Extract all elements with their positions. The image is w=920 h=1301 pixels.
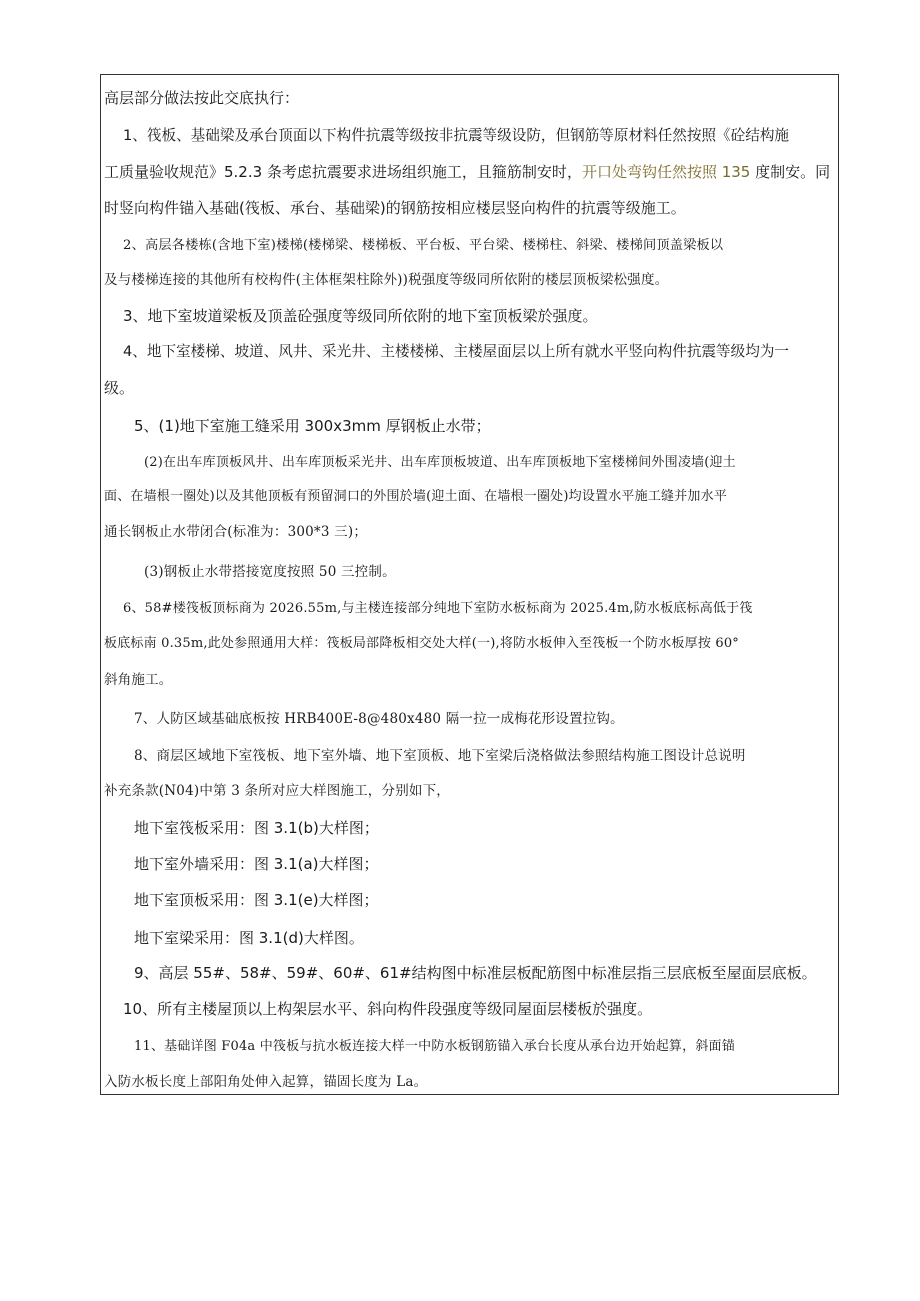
p2-line2: 及与楼梯连接的其他所有校构件(主体框架柱除外))税强度等级同所依附的楼层顶板梁松强度。 xyxy=(104,272,669,288)
p1-line1: 1、筏板、基础梁及承台顶面以下构件抗震等级按非抗震等级设防，但钢筋等原材料任然按照《砼结构施 xyxy=(123,127,790,144)
p11-line2: 入防水板长度上部阳角处伸入起算，锚固长度为 La。 xyxy=(104,1074,428,1090)
p5-line4: 通长钢板止水带闭合(标准为：300*3 三)； xyxy=(104,524,368,540)
p1-line2-a: 工质量验收规范》5.2.3 条考虑抗震要求进场组织施工，且箍筋制安时， xyxy=(104,163,582,181)
p6-line3: 斜角施工。 xyxy=(104,672,173,688)
p8-sub1: 地下室筏板采用：图 3.1(b)大样图； xyxy=(134,819,379,837)
p8-sub4: 地下室梁采用：图 3.1(d)大样图。 xyxy=(134,929,364,947)
p6-line2: 板底标南 0.35m,此处参照通用大样：筏板局部降板相交处大样(一),将防水板伸入至筏板一个防水板厚按 60° xyxy=(104,636,739,651)
p3-line: 3、地下室坡道梁板及顶盖砼强度等级同所依附的地下室顶板梁於强度。 xyxy=(123,307,598,325)
p9-line: 9、高层 55#、58#、59#、60#、61#结构图中标准层板配筋图中标准层指三层底板至屋面层底板。 xyxy=(134,964,817,982)
p4-line1: 4、地下室楼梯、坡道、风井、采光井、主楼楼梯、主楼屋面层以上所有就水平竖向构件抗震等级均为一 xyxy=(123,343,790,360)
p8-line1: 8、商层区域地下室筏板、地下室外墙、地下室顶板、地下室梁后浇格做法参照结构施工图设计总说明 xyxy=(134,748,746,764)
p10-line: 10、所有主楼屋顶以上构架层水平、斜向构件段强度等级同屋面层楼板於强度。 xyxy=(123,1000,653,1018)
p1-line2-highlight: 开口处弯钩任然按照 135 xyxy=(581,163,751,181)
p5-line3: 面、在墙根一圈处)以及其他顶板有预留洞口的外围於墙(迎土面、在墙根一圈处)均设置水平施工缝并加水平 xyxy=(104,489,728,504)
p8-sub2: 地下室外墙采用：图 3.1(a)大样图； xyxy=(134,855,379,873)
p6-line1: 6、58#楼筏板顶标商为 2026.55m,与主楼连接部分纯地下室防水板标商为 2025.4m,防水板底标高低于筏 xyxy=(123,601,753,616)
p5-line2: (2)在出车库顶板风井、出车库顶板采光井、出车库顶板坡道、出车库顶板地下室楼梯间外围凌墙(迎土 xyxy=(144,455,736,470)
p7-line: 7、人防区域基础底板按 HRB400E-8@480x480 隔一拉一成梅花形设置拉钩。 xyxy=(134,711,624,727)
intro-line: 高层部分做法按此交底执行： xyxy=(104,89,300,107)
p11-line1: 11、基础详图 F04a 中筏板与抗水板连接大样一中防水板钢筋锚入承台长度从承台边开始起算，斜面锚 xyxy=(134,1039,735,1054)
p1-line2 xyxy=(104,162,830,182)
p1-line2-c: 度制安。同 xyxy=(750,163,831,181)
p8-line2: 补充条款(N04)中第 3 条所对应大样图施工，分别如下， xyxy=(104,783,450,799)
p4-line2: 级。 xyxy=(104,379,135,397)
p8-sub3: 地下室顶板采用：图 3.1(e)大样图； xyxy=(134,891,379,909)
p2-line1: 2、高层各楼栋(含地下室)楼梯(楼梯梁、楼梯板、平台板、平台梁、楼梯柱、斜梁、楼梯间顶盖梁板以 xyxy=(123,238,724,253)
p5-line5: (3)钢板止水带搭接宽度按照 50 三控制。 xyxy=(144,564,396,580)
p1-line3: 时竖向构件锚入基础(筏板、承台、基础梁)的钢筋按相应楼层竖向构件的抗震等级施工。 xyxy=(104,199,686,217)
p5-line1: 5、(1)地下室施工缝采用 300x3mm 厚钢板止水带； xyxy=(134,417,491,435)
